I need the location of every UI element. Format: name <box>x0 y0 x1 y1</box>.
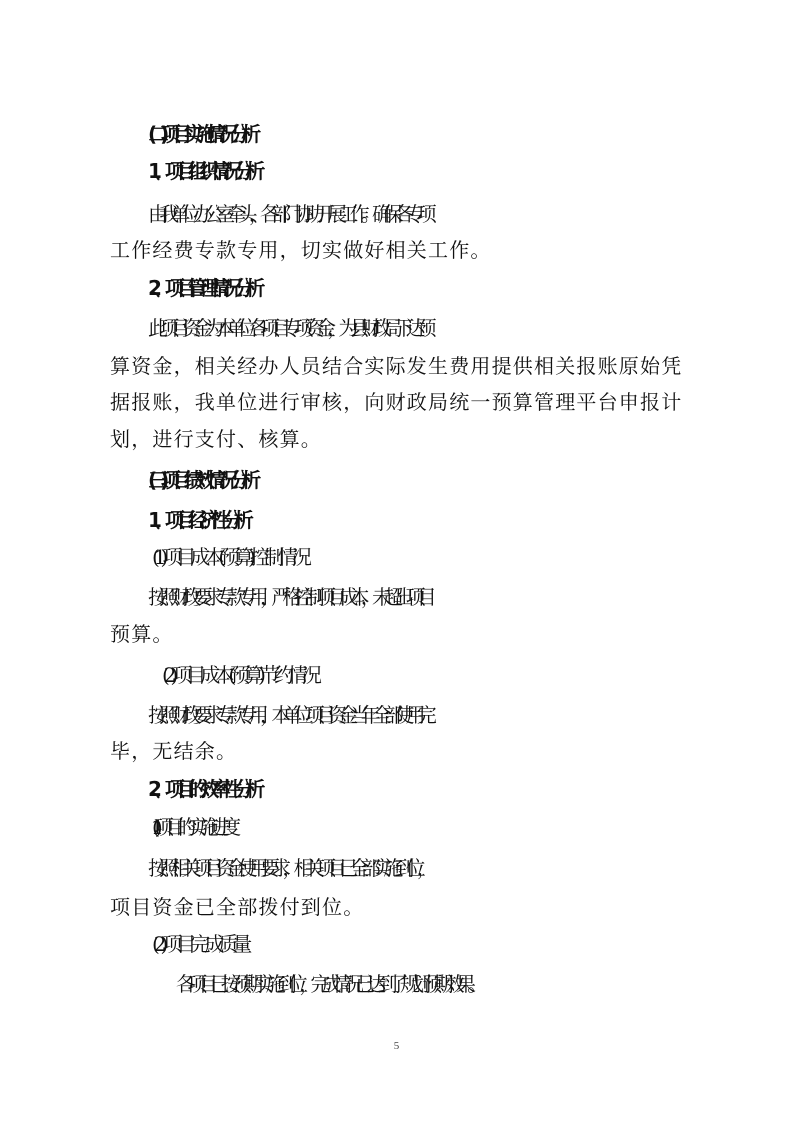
section-2-heading: (二)项目实施情况分析 <box>148 122 253 146</box>
economy-analysis-heading: 1、项目经济性分析 <box>148 508 246 532</box>
cost-control-para-line-2: 预算。 <box>110 622 174 646</box>
cost-control-heading: (1)项目成本(预算)控制情况 <box>152 545 306 569</box>
page-number: 5 <box>393 1040 400 1052</box>
org-analysis-para-line-2: 工作经费专款专用，切实做好相关工作。 <box>110 238 492 262</box>
mgmt-analysis-para-line-2: 算资金，相关经办人员结合实际发生费用提供相关报账原始凭 <box>110 354 683 378</box>
cost-saving-para-line-2: 毕，无结余。 <box>110 739 238 763</box>
cost-control-para-line-1: 按照财政要求专款专用，严格控制项目成本，未超出项目 <box>148 585 428 609</box>
quality-heading: (2)项目完成质量 <box>152 932 247 956</box>
org-analysis-para-line-1: 由我单位办公室牵头，各部门协助开展工作。确保各专项 <box>148 202 428 226</box>
cost-saving-heading: (2)项目成本(预算)节约情况 <box>162 663 316 687</box>
org-analysis-heading: 1、项目组织情况分析 <box>148 159 257 183</box>
cost-saving-para-line-1: 按照财政要求专款专用，本单位项目资金当年全部使用完 <box>148 703 428 727</box>
progress-heading: (1)项目的实施进度 <box>152 815 233 839</box>
section-3-heading: (三)项目绩效情况分析 <box>148 468 253 492</box>
mgmt-analysis-para-line-4: 划，进行支付、核算。 <box>110 427 322 451</box>
efficiency-analysis-heading: 2、项目的效率性分析 <box>148 777 257 801</box>
mgmt-analysis-para-line-3: 据报账，我单位进行审核，向财政局统一预算管理平台申报计 <box>110 390 683 414</box>
progress-para-line-1: 按照相关项目资金使用要求，相关项目已全部实施到位， <box>148 856 428 880</box>
mgmt-analysis-para-line-1: 此项目资金为本单位各项目专项资金，为县财政局下达预 <box>148 316 428 340</box>
quality-para-line-1: 各项目已按预期实施到位，完成情况已达到了规划预期效果。 <box>176 972 479 996</box>
progress-para-line-2: 项目资金已全部拨付到位。 <box>110 895 365 919</box>
mgmt-analysis-heading: 2、项目管理情况分析 <box>148 276 257 300</box>
